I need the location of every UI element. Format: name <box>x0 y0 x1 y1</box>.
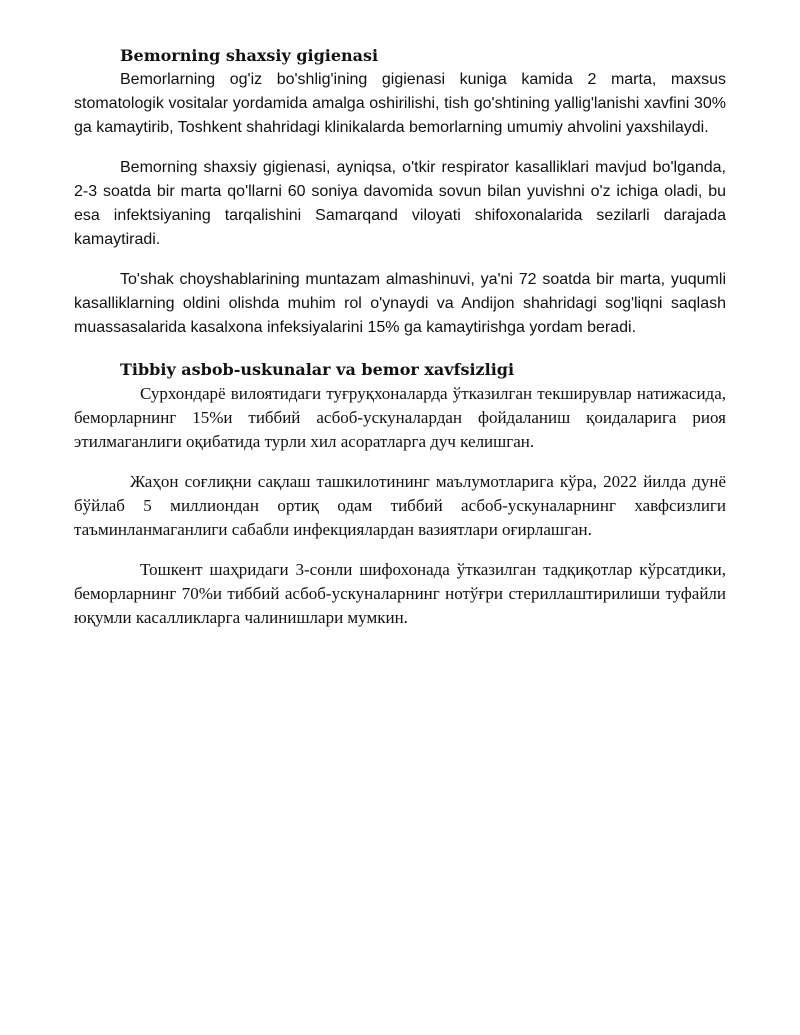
paragraph-who-data: Жаҳон соғлиқни сақлаш ташкилотининг маълумотларига кўра, 2022 йилда дунё бўйлаб 5 миллиондан ортиқ одам тиббий асбоб-ускуналарнинг хавфсизлиги таъминланмаганлиги сабабли инфекциялардан вазиятлари оғирлашган. <box>74 472 726 539</box>
paragraph-oral-hygiene: Bemorlarning og'iz bo'shlig'ining gigienasi kuniga kamida 2 marta, maxsus stomatologik vositalar yordamida amalga oshirilishi, tish go'shtining yallig'lanishi xavfini 30% ga kamaytirib, Toshkent shahridagi klinikalarda bemorlarning umumiy ahvolini yaxshilaydi. <box>74 71 726 136</box>
section-heading-equipment-safety: Tibbiy asbob-uskunalar va bemor xavfsizligi <box>120 360 515 379</box>
paragraph-hand-washing: Bemorning shaxsiy gigienasi, ayniqsa, o'tkir respirator kasalliklari mavjud bo'lganda, 2-3 soatda bir marta qo'llarni 60 soniya davomida sovun bilan yuvishni o'z ichiga oladi, bu esa infektsiyaning tarqalishini Samarqand viloyati shifoxonalarida sezilarli darajada kamaytiradi. <box>74 159 726 248</box>
paragraph-surkhandarya-study: Сурхондарё вилоятидаги туғруқхоналарда ўтказилган текширувлар натижасида, беморларнинг 15%и тиббий асбоб-ускуналардан фойдаланиш қоидаларига риоя этилмаганлиги оқибатида турли хил асоратларга дуч келишган. <box>74 384 726 451</box>
paragraph-tashkent-hospital: Тошкент шаҳридаги 3-сонли шифохонада ўтказилган тадқиқотлар кўрсатдики, беморларнинг 70%и тиббий асбоб-ускуналарнинг нотўғри стериллаштирилиши туфайли юқумли касалликларга чалинишлари мумкин. <box>74 560 726 627</box>
section-heading-personal-hygiene: Bemorning shaxsiy gigienasi <box>120 46 379 65</box>
document-page <box>74 44 726 630</box>
paragraph-bed-linen: To'shak choyshablarining muntazam almashinuvi, ya'ni 72 soatda bir marta, yuqumli kasalliklarning oldini olishda muhim rol o'ynaydi va Andijon shahridagi sog'liqni saqlash muassasalarida kasalxona infeksiyalarini 15% ga kamaytirishga yordam beradi. <box>74 271 726 336</box>
